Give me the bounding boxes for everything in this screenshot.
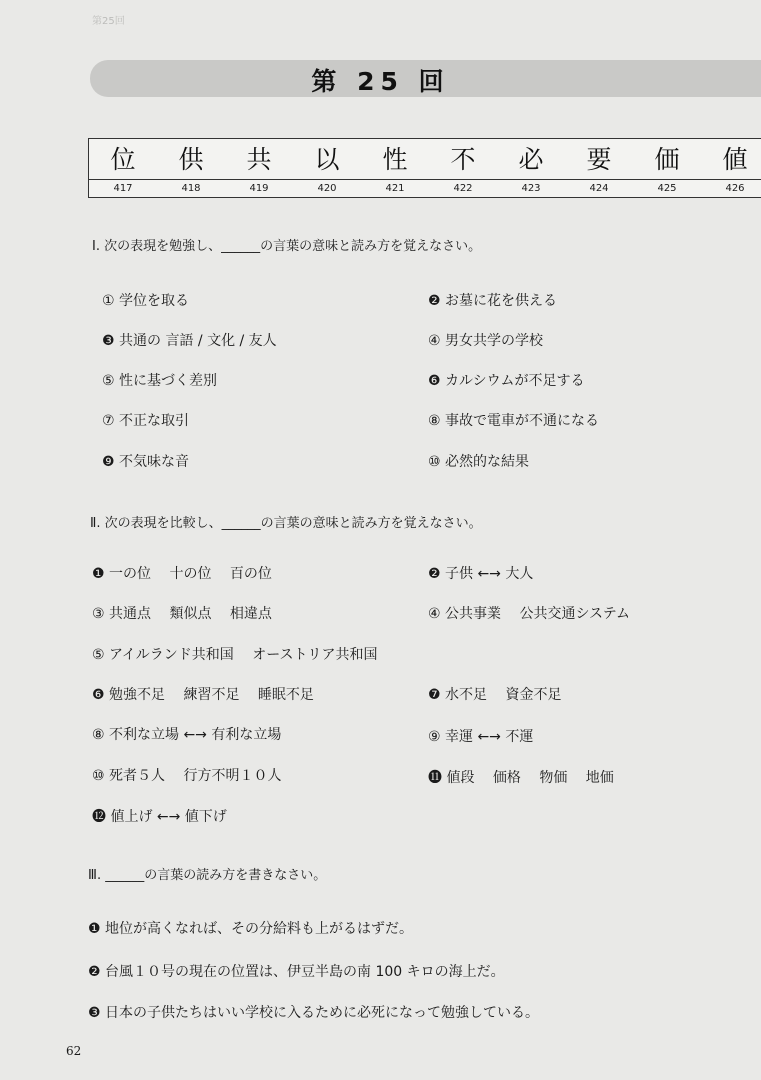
kanji-number: 420 bbox=[317, 183, 337, 194]
section1-item: ⑩ 必然的な結果 bbox=[428, 454, 530, 470]
number-row bbox=[89, 180, 761, 197]
section1-item: ❷ お墓に花を供える bbox=[428, 293, 558, 309]
section2-item: ❷ 子供 ←→ 大人 bbox=[428, 566, 534, 582]
section1-item: ④ 男女共学の学校 bbox=[428, 333, 544, 349]
kanji-cell: 値 bbox=[722, 145, 748, 174]
section2-heading: Ⅱ. 次の表現を比較し、______の言葉の意味と読み方を覚えなさい。 bbox=[90, 516, 482, 531]
section3-heading: Ⅲ. ______の言葉の読み方を書きなさい。 bbox=[88, 868, 327, 883]
section1-item: ⑧ 事故で電車が不通になる bbox=[428, 413, 600, 429]
kanji-cell: 以 bbox=[314, 145, 340, 174]
section1-item: ❾ 不気味な音 bbox=[102, 454, 190, 470]
section2-item: ⑤ アイルランド共和国 オーストリア共和国 bbox=[92, 647, 378, 663]
section1-item: ⑦ 不正な取引 bbox=[102, 413, 190, 429]
section3-item: ❷ 台風１０号の現在の位置は、伊豆半島の南 100 キロの海上だ。 bbox=[88, 964, 505, 980]
section2-item: ❼ 水不足 資金不足 bbox=[428, 687, 562, 703]
section3-item: ❶ 地位が高くなれば、その分給料も上がるはずだ。 bbox=[88, 921, 413, 937]
section1-item: ① 学位を取る bbox=[102, 293, 190, 309]
kanji-cell: 性 bbox=[382, 145, 408, 174]
kanji-cell: 共 bbox=[246, 145, 272, 174]
section1-heading: Ⅰ. 次の表現を勉強し、______の言葉の意味と読み方を覚えなさい。 bbox=[92, 239, 482, 254]
section2-item: ⑩ 死者５人 行方不明１０人 bbox=[92, 768, 282, 784]
kanji-number: 417 bbox=[113, 183, 133, 194]
section2-item: ③ 共通点 類似点 相違点 bbox=[92, 606, 272, 622]
section2-item: ❶ 一の位 十の位 百の位 bbox=[92, 566, 272, 582]
section2-item: ⓫ 値段 価格 物価 地価 bbox=[428, 770, 614, 786]
section1-item: ⑤ 性に基づく差別 bbox=[102, 373, 218, 389]
page-number: 62 bbox=[66, 1044, 82, 1058]
kanji-number: 424 bbox=[589, 183, 609, 194]
kanji-cell: 不 bbox=[450, 145, 476, 174]
kanji-number: 419 bbox=[249, 183, 269, 194]
kanji-number: 422 bbox=[453, 183, 473, 194]
kanji-cell: 必 bbox=[518, 145, 544, 174]
kanji-cell: 位 bbox=[110, 145, 136, 174]
section2-item: ❻ 勉強不足 練習不足 睡眠不足 bbox=[92, 687, 314, 703]
section2-item: ⑨ 幸運 ←→ 不運 bbox=[428, 729, 534, 745]
header-mark: 第25回 bbox=[92, 16, 125, 27]
kanji-number: 421 bbox=[385, 183, 405, 194]
kanji-cell: 価 bbox=[654, 145, 680, 174]
kanji-cell: 要 bbox=[586, 145, 612, 174]
kanji-cell: 供 bbox=[178, 145, 204, 174]
section2-item: ④ 公共事業 公共交通システム bbox=[428, 606, 631, 622]
kanji-number: 423 bbox=[521, 183, 541, 194]
kanji-number: 418 bbox=[181, 183, 201, 194]
section1-item: ❻ カルシウムが不足する bbox=[428, 373, 585, 389]
section1-item: ❸ 共通の 言語 / 文化 / 友人 bbox=[102, 333, 277, 349]
section3-item: ❸ 日本の子供たちはいい学校に入るために必死になって勉強している。 bbox=[88, 1005, 539, 1021]
section2-item: ⓬ 値上げ ←→ 値下げ bbox=[92, 809, 227, 825]
kanji-table bbox=[88, 138, 761, 198]
kanji-number: 425 bbox=[657, 183, 677, 194]
page-title: 第 25 回 bbox=[311, 67, 450, 96]
kanji-row bbox=[89, 139, 761, 179]
section2-item: ⑧ 不利な立場 ←→ 有利な立場 bbox=[92, 727, 282, 743]
kanji-number: 426 bbox=[725, 183, 745, 194]
